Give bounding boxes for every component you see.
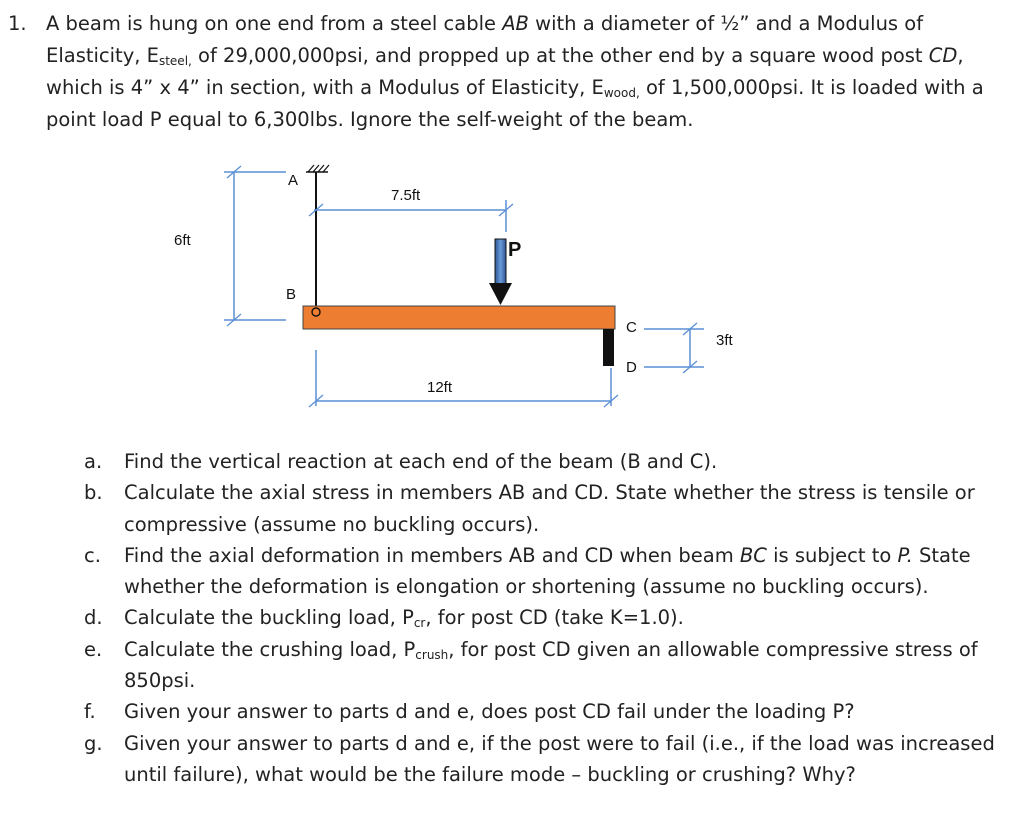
question-e: e. Calculate the crushing load, $P_{crush}$, for post CD given an allowable compressive stress of 850psi. <box>84 637 978 693</box>
dim-label-12ft: 12ft <box>427 379 453 396</box>
dimension-cable-height <box>174 166 286 326</box>
beam-bc <box>303 306 615 329</box>
label-B: B <box>286 286 297 303</box>
label-A: A <box>288 172 299 189</box>
question-g: g. Given your answer to parts d and e, if the post were to fail (i.e., if the load was increased until failure), what would be the failure mode – buckling or crushing? Why? <box>84 731 995 786</box>
label-P: P <box>508 239 522 261</box>
dim-label-6ft: 6ft <box>174 232 191 249</box>
dimension-post-height <box>644 323 734 373</box>
wood-post-cd <box>603 329 614 366</box>
question-b: b. Calculate the axial stress in members AB and CD. State whether the stress is tensile or compressive (assume no buckling occurs). <box>84 481 975 536</box>
dimension-beam-length <box>309 350 618 407</box>
question-d: d. Calculate the buckling load, $P_{cr}$, for post CD (take K=1.0). <box>84 606 684 631</box>
question-a: a. Find the vertical reaction at each end of the beam (B and C). <box>84 450 718 473</box>
label-C: C <box>626 319 637 336</box>
problem-text: A beam is hung on one end from a steel cable AB with a diameter of ½” and a Modulus of Elasticity, $E_{steel,}$ of 29,000,000psi, and propped up at the other end by a square wood post CD, which is 4” x 4” in section, with a Modulus of Elasticity, $E_{wood,}$ of 1,500,000psi. It is loaded with a point load P equal to 6,300lbs. Ignore the self-weight of the beam. <box>46 12 984 131</box>
dim-label-7-5ft: 7.5ft <box>391 187 421 204</box>
problem-number: 1. <box>8 12 27 35</box>
pin-b-icon <box>312 308 320 316</box>
question-f: f. Given your answer to parts d and e, does post CD fail under the loading P? <box>84 700 855 724</box>
label-D: D <box>626 359 637 376</box>
dim-label-3ft: 3ft <box>716 332 733 349</box>
ceiling-support <box>306 165 329 172</box>
question-c: c. Find the axial deformation in members AB and CD when beam BC is subject to P. State whether the deformation is elongation or shortening (assume no buckling occurs). <box>84 543 971 599</box>
question-list <box>0 446 1010 790</box>
dimension-load-distance <box>309 187 513 232</box>
